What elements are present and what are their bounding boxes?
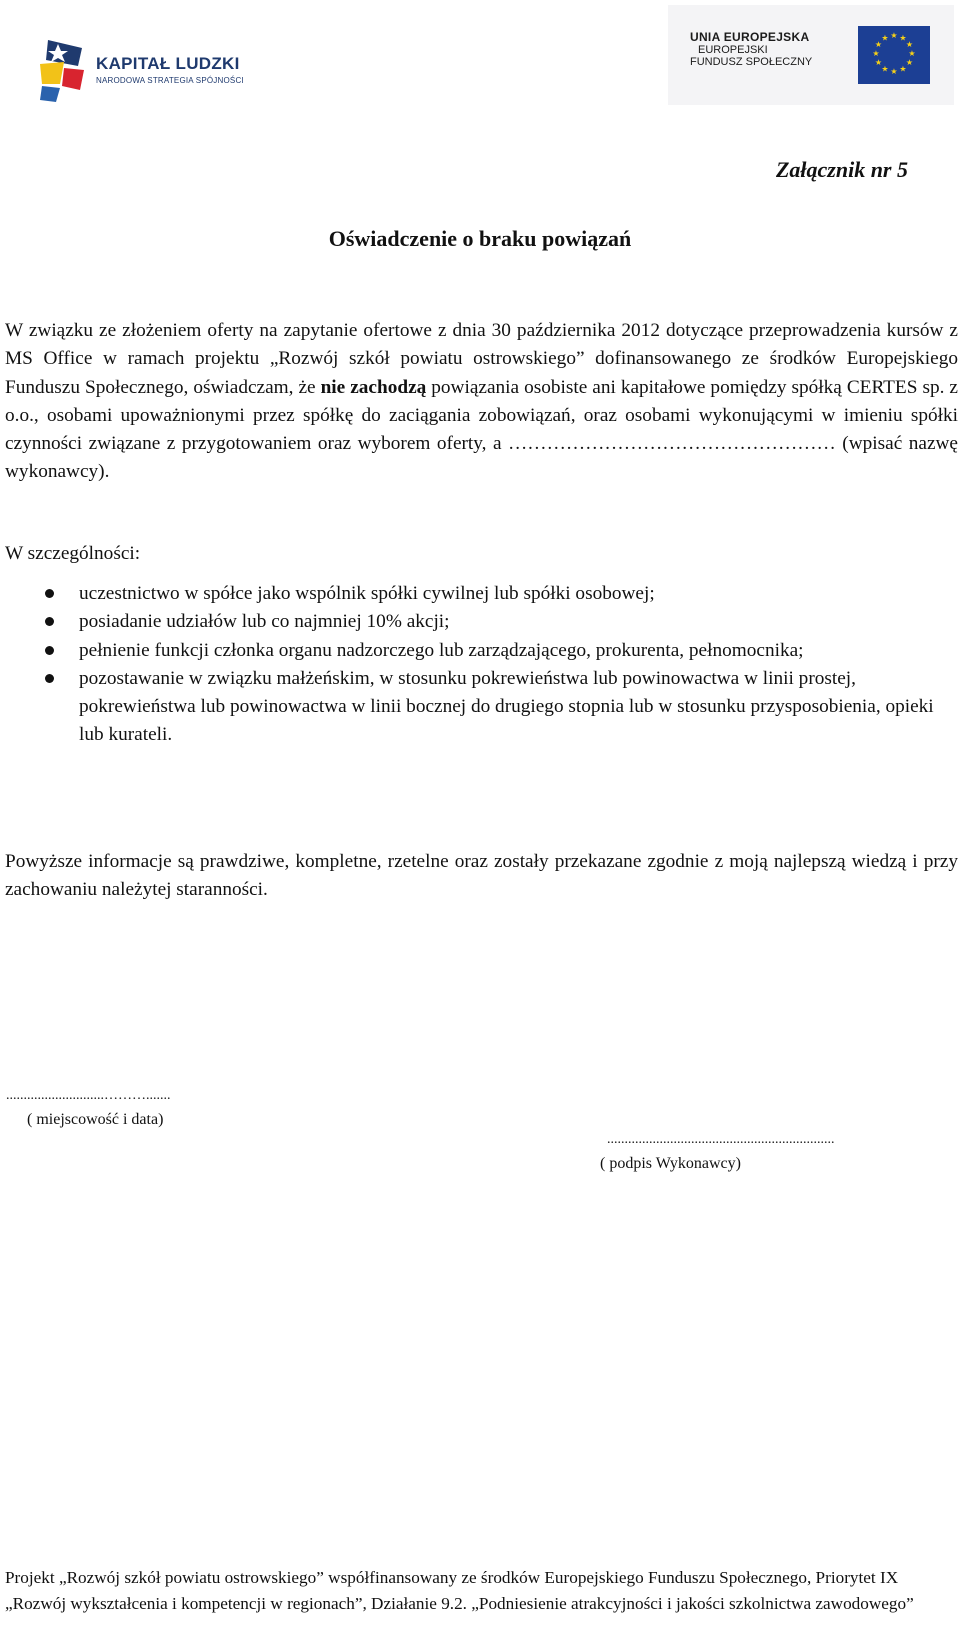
kapital-ludzki-emblem-icon — [38, 34, 90, 104]
details-heading: W szczególności: — [5, 543, 141, 564]
page-footer: Projekt „Rozwój szkół powiatu ostrowskiego” współfinansowany ze środków Europejskiego Funduszu Społecznego, Priorytet IX „Rozwój wykształcenia i kompetencji w regionach”, Działanie 9.2. „Podniesienie atrakcyjności i jakości szkolnictwa zawodowego” — [5, 1568, 914, 1613]
logo-subtitle: NARODOWA STRATEGIA SPÓJNOŚCI — [96, 76, 244, 85]
eu-logo-line2: EUROPEJSKI — [698, 44, 768, 56]
intro-paragraph — [5, 317, 958, 487]
eu-logo — [668, 5, 954, 105]
list-item: uczestnictwo w spółce jako wspólnik spółki cywilnej lub spółki osobowej; — [5, 580, 935, 608]
svg-text:★: ★ — [881, 64, 889, 74]
svg-text:★: ★ — [890, 67, 898, 76]
eu-logo-line3: FUNDUSZ SPOŁECZNY — [690, 56, 813, 68]
svg-text:★: ★ — [899, 33, 907, 43]
intro-bold-text: nie zachodzą — [320, 376, 427, 398]
kapital-ludzki-logo — [38, 34, 268, 104]
closing-paragraph: Powyższe informacje są prawdziwe, kompletne, rzetelne oraz zostały przekazane zgodnie z moją najlepszą wiedzą i przy zachowaniu należytej staranności. — [5, 851, 958, 901]
logo-title: KAPITAŁ LUDZKI — [96, 54, 240, 73]
svg-text:★: ★ — [890, 31, 898, 40]
svg-text:★: ★ — [881, 33, 889, 43]
svg-text:★: ★ — [874, 40, 883, 49]
list-item: posiadanie udziałów lub co najmniej 10% akcji; — [5, 608, 935, 636]
eu-logo-line1: UNIA EUROPEJSKA — [690, 30, 810, 44]
svg-text:★: ★ — [872, 49, 880, 58]
intro-text-part1: W związku ze złożeniem oferty na zapytanie ofertowe z dnia 30 października 2012 dotyczące przeprowadzenia kursów z MS Office w ramach projektu „Rozwój szkół powiatu ostrowskiego” dofinansowanego ze środków Europejskiego Funduszu Społecznego, oświadczam, że — [5, 320, 958, 398]
annex-label: Załącznik nr 5 — [775, 157, 908, 182]
signature-label: ( podpis Wykonawcy) — [600, 1155, 741, 1172]
list-item: pełnienie funkcji członka organu nadzorczego lub zarządzającego, prokurenta, pełnomocnika; — [5, 637, 935, 665]
eu-flag-icon — [858, 26, 930, 84]
svg-text:★: ★ — [899, 64, 907, 74]
svg-text:★: ★ — [908, 49, 916, 58]
svg-text:★: ★ — [905, 58, 914, 67]
document-title: Oświadczenie o braku powiązań — [328, 226, 632, 251]
list-item: pozostawanie w związku małżeńskim, w stosunku pokrewieństwa lub powinowactwa w linii prostej, pokrewieństwa lub powinowactwa w linii bocznej do drugiego stopnia lub w stosunku przysposobienia, opieki lub kurateli. — [5, 665, 935, 750]
signature-line: ................................................................. — [607, 1132, 835, 1147]
place-date-line: ............................………....... — [6, 1088, 171, 1103]
svg-text:★: ★ — [905, 40, 914, 49]
svg-text:★: ★ — [874, 58, 883, 67]
intro-text-part2: powiązania osobiste ani kapitałowe pomiędzy spółką CERTES sp. z o.o., osobami upoważnionymi przez spółkę do zaciągania zobowiązań, oraz osobami wykonującymi w imieniu spółki czynności związane z przygotowaniem oraz wyborem oferty, a …………………………………………… (wpisać nazwę wykonawcy). — [5, 376, 958, 483]
details-list — [5, 580, 935, 750]
place-date-label: ( miejscowość i data) — [27, 1111, 164, 1128]
